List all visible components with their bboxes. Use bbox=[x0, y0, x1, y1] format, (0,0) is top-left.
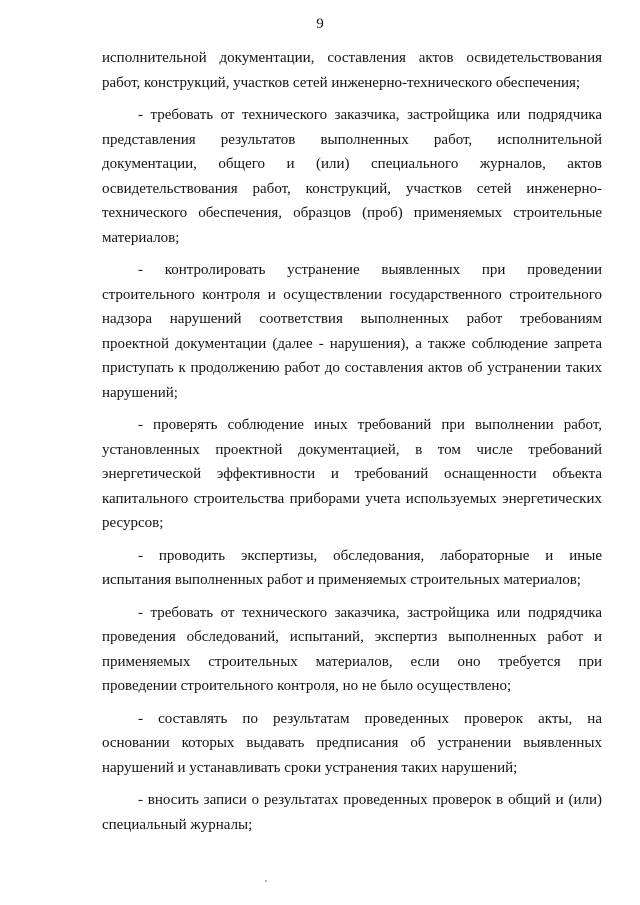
text-line: энергетической эффективности и требований оснащенности объекта bbox=[102, 466, 602, 482]
paragraph-control-elimination bbox=[102, 258, 602, 405]
text-line: применяемых строительных материалов, если оно требуется при bbox=[102, 653, 602, 670]
text-line: строительного контроля и осуществлении государственного строительного bbox=[102, 286, 602, 303]
paragraph-check-other-requirements bbox=[102, 413, 602, 536]
paragraph-require-examinations bbox=[102, 601, 602, 699]
scan-speck bbox=[265, 880, 267, 882]
text-line: исполнительной документации, составления актов освидетельствования bbox=[102, 50, 602, 66]
page-number: 9 bbox=[316, 16, 324, 32]
text-line: специальный журналы; bbox=[102, 816, 253, 833]
text-line: нарушений и устанавливать сроки устранения таких нарушений; bbox=[102, 759, 518, 776]
text-line: материалов; bbox=[102, 229, 180, 246]
text-line: установленных проектной документацией, в том числе требований bbox=[102, 441, 602, 458]
paragraph-conduct-examinations bbox=[102, 544, 602, 593]
text-line: капитального строительства приборами учета используемых энергетических bbox=[102, 490, 602, 507]
text-line: представления результатов выполненных работ, исполнительной bbox=[102, 131, 602, 148]
text-line: освидетельствования работ, конструкций, участков сетей инженерно- bbox=[102, 180, 602, 197]
text-line: - контролировать устранение выявленных при проведении bbox=[138, 262, 602, 278]
text-line: проектной документации (далее - нарушения), а также соблюдение запрета bbox=[102, 335, 602, 352]
text-line: - проводить экспертизы, обследования, лабораторные и иные bbox=[138, 547, 602, 564]
text-line: - требовать от технического заказчика, застройщика или подрядчика bbox=[138, 604, 602, 621]
text-line: проведении строительного контроля, но не было осуществлено; bbox=[102, 678, 512, 694]
text-line: испытания выполненных работ и применяемых строительных материалов; bbox=[102, 572, 581, 588]
text-line: - проверять соблюдение иных требований при выполнении работ, bbox=[138, 417, 602, 433]
text-line: проведения обследований, испытаний, экспертиз выполненных работ и bbox=[102, 629, 602, 645]
text-line: документации, общего и (или) специального журналов, актов bbox=[102, 156, 602, 172]
text-line: надзора нарушений соответствия выполненных работ требованиям bbox=[102, 311, 602, 327]
text-line: - составлять по результатам проведенных проверок акты, на bbox=[138, 710, 602, 727]
text-line: работ, конструкций, участков сетей инженерно-технического обеспечения; bbox=[102, 74, 581, 91]
paragraph-continuation bbox=[102, 46, 602, 95]
paragraph-draw-up-acts bbox=[102, 707, 602, 781]
text-line: - вносить записи о результатах проведенных проверок в общий и (или) bbox=[138, 792, 602, 808]
document-body bbox=[102, 46, 602, 845]
text-line: технического обеспечения, образцов (проб) применяемых строительные bbox=[102, 205, 602, 221]
paragraph-make-entries bbox=[102, 788, 602, 837]
text-line: ресурсов; bbox=[102, 515, 164, 531]
text-line: нарушений; bbox=[102, 384, 178, 401]
text-line: основании которых выдавать предписания об устранении выявленных bbox=[102, 735, 602, 751]
text-line: - требовать от технического заказчика, застройщика или подрядчика bbox=[138, 107, 602, 123]
paragraph-require-representation bbox=[102, 103, 602, 250]
text-line: приступать к продолжению работ до составления актов об устранении таких bbox=[102, 360, 602, 376]
